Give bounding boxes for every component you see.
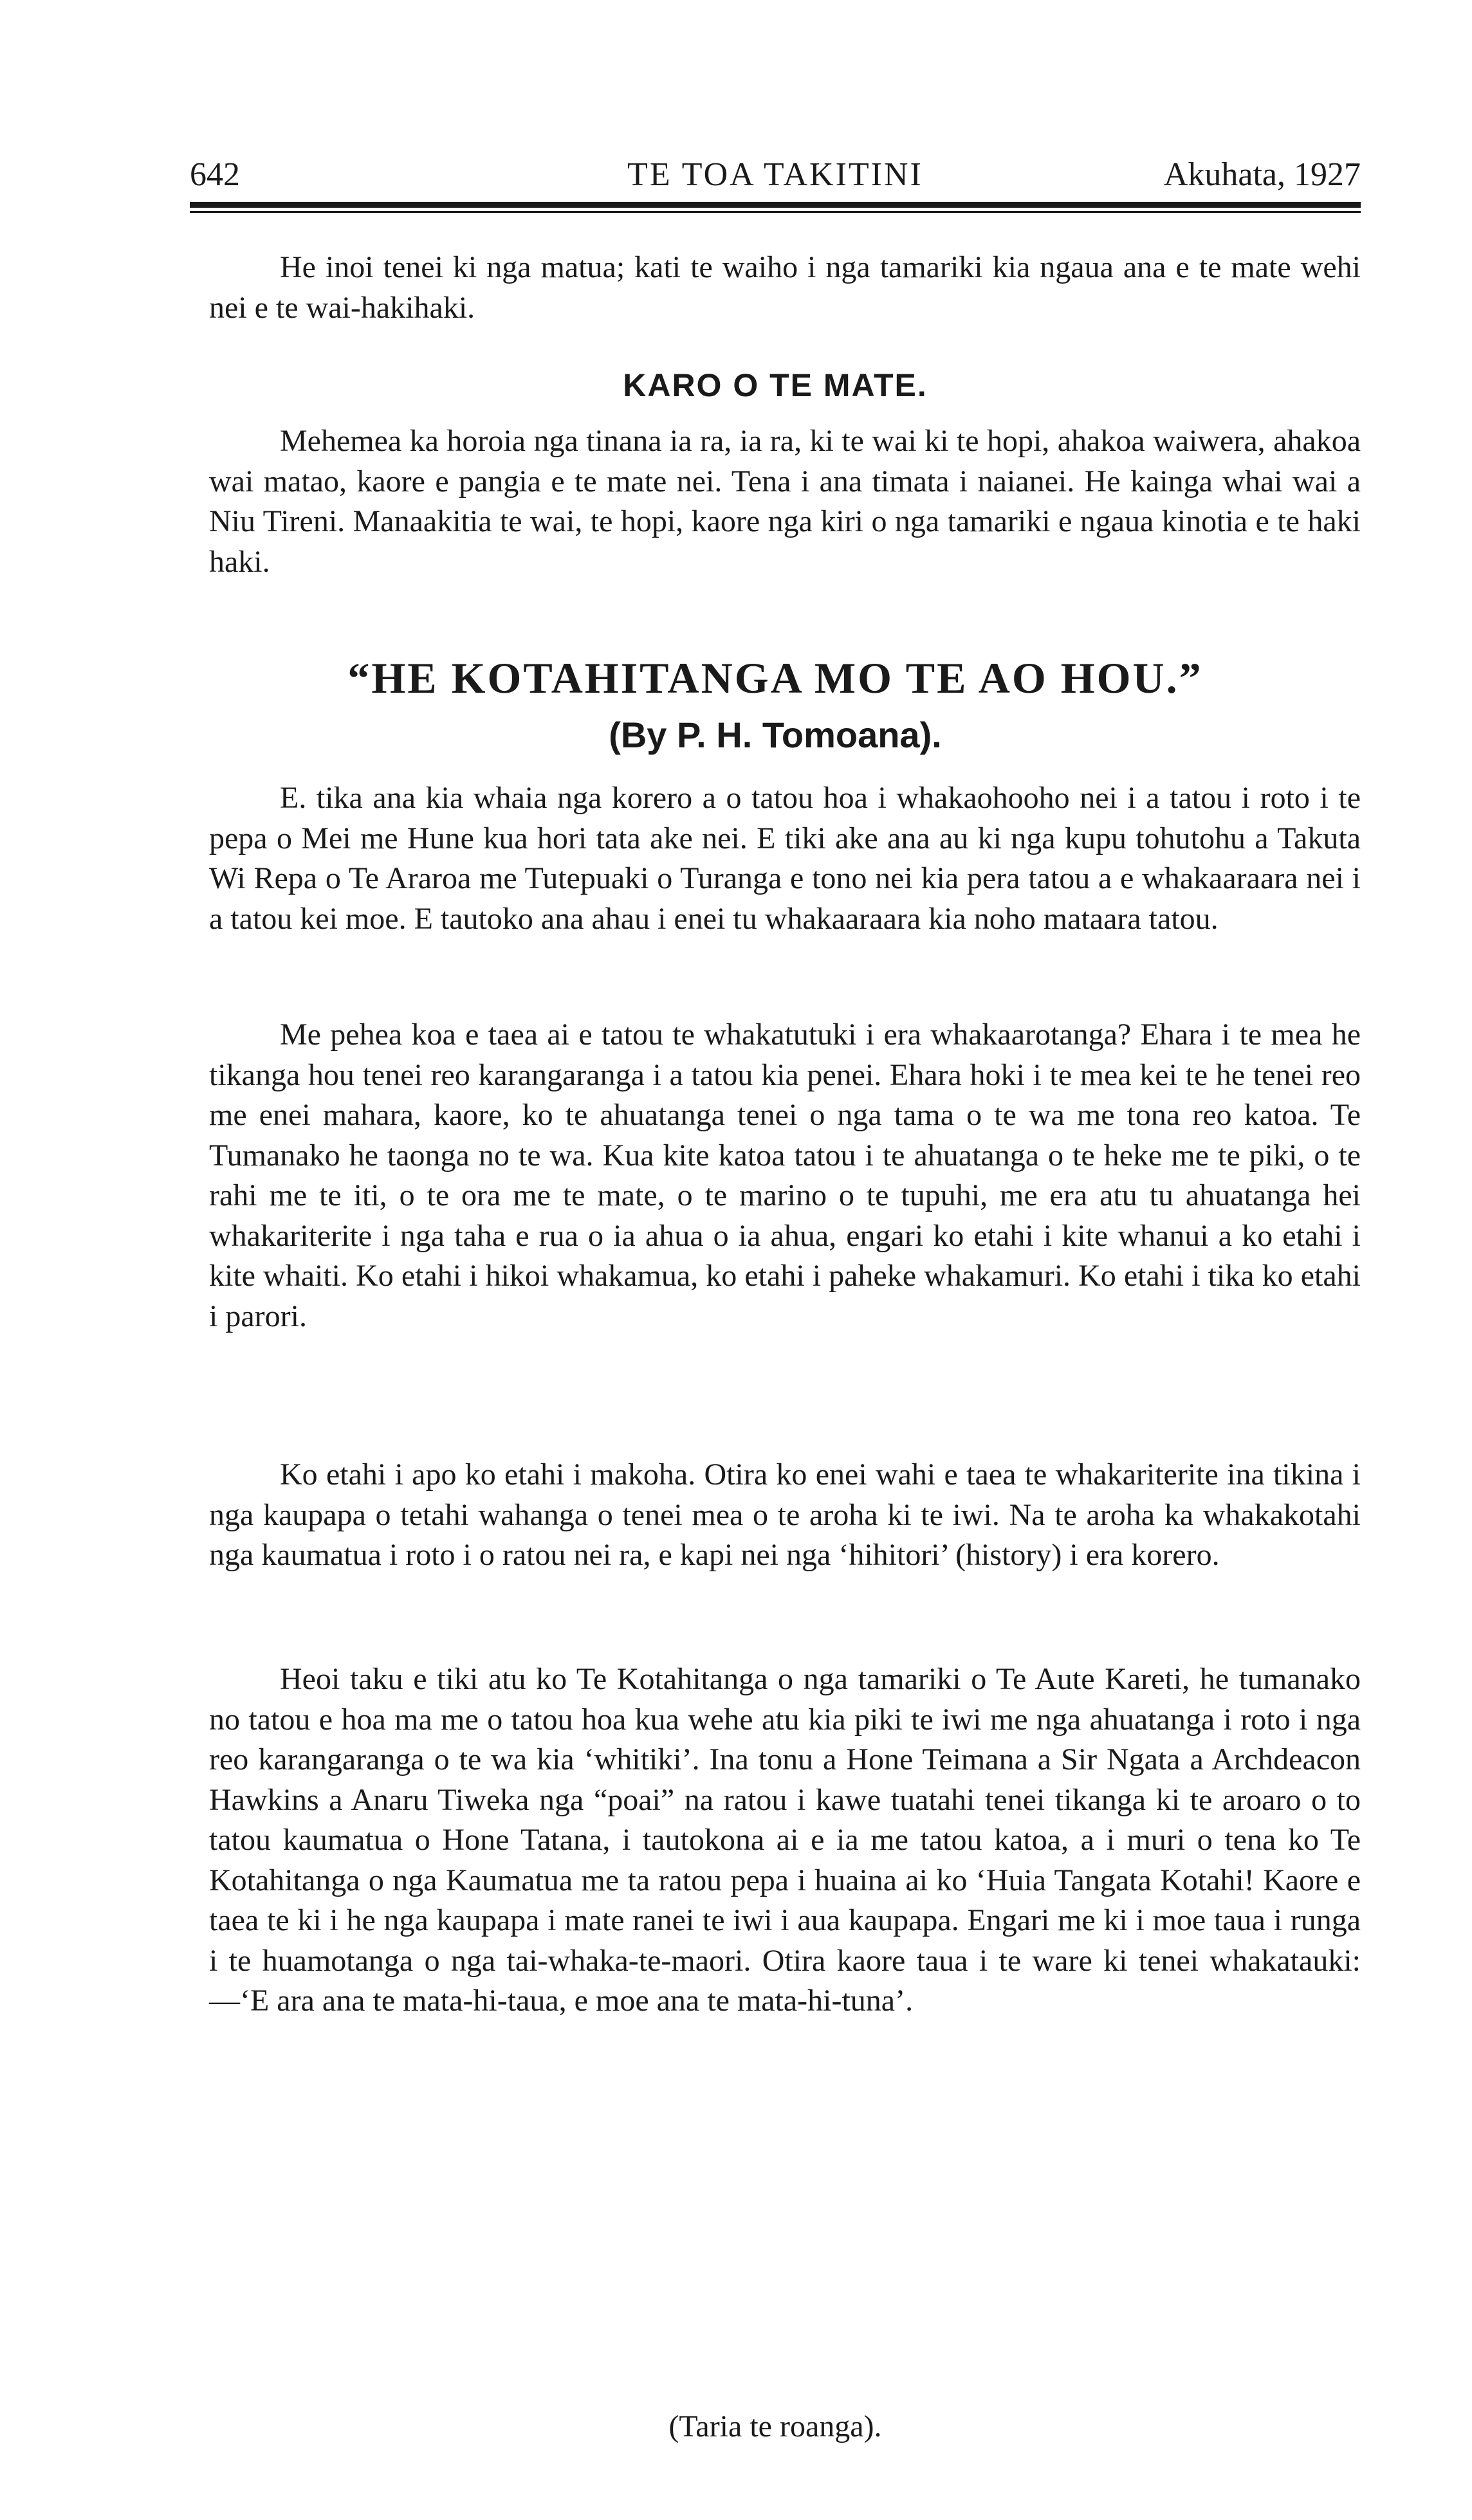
issue-date: Akuhata, 1927 (1163, 156, 1361, 193)
article-paragraph-4: Heoi taku e tiki atu ko Te Kotahitanga o nga tamariki o Te Aute Kareti, he tumanako no tatou e hoa ma me o tatou hoa kua wehe atu kia piki te iwi me nga ahuatanga i roto i nga reo karangaranga o te wa kia ‘whitiki’. Ina tonu a Hone Teimana a Sir Ngata a Archdeacon Hawkins a Anaru Tiweka nga “poai” na ratou i kawe tuatahi tenei tikanga ki te aroaro o to tatou kaumatua o Hone Tatana, i tautokona ai e ia me tatou katoa, a i muri o tena ko Te Kotahitanga o nga Kaumatua me ta ratou pepa i huaina ai ko ‘Huia Tangata Kotahi! Kaore e taea te ki i he nga kaupapa i mate ranei te iwi i aua kaupapa. Engari me ki i moe taua i runga i te huamotanga o nga tai-whaka-te-maori. Otira kaore taua i te ware ki tenei whakatauki:—‘E ara ana te mata-hi-taua, e moe ana te mata-hi-tuna’. (209, 1662, 1361, 2018)
article-paragraph-2: Me pehea koa e taea ai e tatou te whakatutuki i era whakaarotanga? Ehara i te mea he tikanga hou tenei reo karangaranga i a tatou kia penei. Ehara hoki i te mea kei te he tenei reo me enei mahara, kaore, ko te ahuatanga tenei o nga tama o te wa me tona reo katoa. Te Tumanako he taonga no te wa. Kua kite katoa tatou i te ahuatanga o te heke me te piki, o te rahi me te iti, o te ora me te mate, o te marino o te tupuhi, me era atu tu ahuatanga hei whakariterite i nga taha e rua o ia ahua o ia ahua, engari ko etahi i kite whanui a ko etahi i kite whaiti. Ko etahi i hikoi whakamua, ko etahi i paheke whakamuri. Ko etahi i tika ko etahi i parori. (209, 1018, 1361, 1333)
karo-heading: KARO O TE MATE. (623, 367, 928, 403)
page-header (190, 149, 1361, 201)
publication-title: TE TOA TAKITINI (627, 156, 923, 193)
article-byline: (By P. H. Tomoana). (609, 715, 942, 755)
article-paragraph-1: E. tika ana kia whaia nga korero a o tatou hoa i whakaohooho nei i a tatou i roto i te pepa o Mei me Hune kua hori tata ake nei. E tiki ake ana au ki nga kupu tohutohu a Takuta Wi Repa o Te Araroa me Tutepuaki o Turanga e tono nei kia pera tatou a e whakaaraara nei i a tatou kei moe. E tautoko ana ahau i enei tu whakaaraara kia noho mataara tatou. (209, 781, 1361, 936)
article-title: “HE KOTAHITANGA MO TE AO HOU.” (347, 653, 1203, 702)
header-rule-thin (190, 211, 1361, 213)
continued-note: (Taria te roanga). (668, 2409, 882, 2443)
header-rule-thick (190, 202, 1361, 208)
article-paragraph-3: Ko etahi i apo ko etahi i makoha. Otira ko enei wahi e taea te whakariterite ina tikina i nga kaupapa o tetahi wahanga o tenei mea o te aroha ki te iwi. Na te aroha ka whakakotahi nga kaumatua i roto i o ratou nei ra, e kapi nei nga ‘hihitori’ (history) i era korero. (209, 1457, 1361, 1572)
karo-paragraph: Mehemea ka horoia nga tinana ia ra, ia ra, ki te wai ki te hopi, ahakoa waiwera, ahakoa wai matao, kaore e pangia e te mate nei. Tena i ana timata i naianei. He kainga whai wai a Niu Tireni. Manaakitia te wai, te hopi, kaore nga kiri o nga tamariki e ngaua kinotia e te haki haki. (209, 424, 1361, 579)
page-number: 642 (190, 156, 240, 193)
intro-paragraph: He inoi tenei ki nga matua; kati te waiho i nga tamariki kia ngaua ana e te mate wehi nei e te wai-hakihaki. (209, 250, 1361, 325)
